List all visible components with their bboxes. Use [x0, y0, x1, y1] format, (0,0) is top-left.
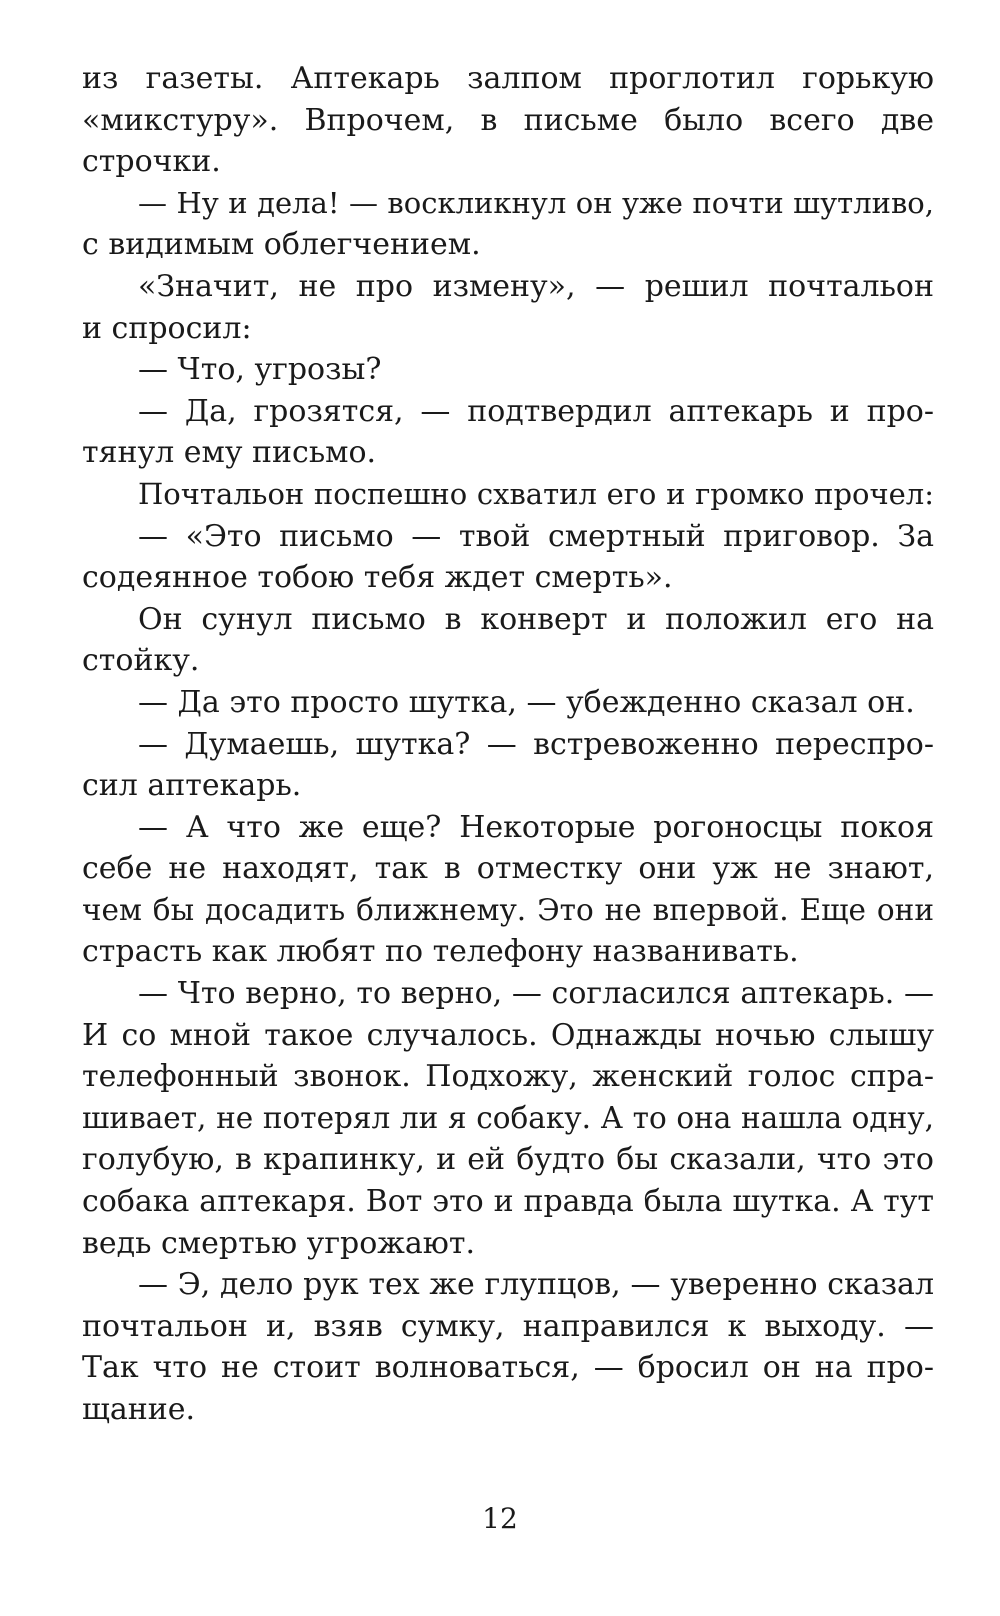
- page-number: 12: [482, 1502, 518, 1535]
- text-line: собака аптекаря. Вот это и правда была шутка. А тут: [82, 1184, 934, 1220]
- text-line: Так что не стоит волноваться, — бросил он на про-: [82, 1350, 934, 1386]
- text-line: — Да, грозятся, — подтвердил аптекарь и про-: [138, 393, 934, 429]
- text-line: голубую, в крапинку, и ей будто бы сказали, что это: [82, 1142, 934, 1178]
- text-line: Почтальон поспешно схватил его и громко прочел:: [138, 476, 934, 511]
- text-line: — «Это письмо — твой смертный приговор. За: [138, 518, 934, 554]
- text-line: стойку.: [82, 643, 200, 679]
- text-line: — Э, дело рук тех же глупцов, — уверенно сказал: [138, 1267, 934, 1303]
- text-line: телефонный звонок. Подхожу, женский голос спра-: [82, 1059, 934, 1095]
- text-line: — Ну и дела! — воскликнул он уже почти шутливо,: [138, 185, 934, 220]
- text-line: — А что же еще? Некоторые рогоносцы покоя: [138, 809, 934, 845]
- text-line: — Думаешь, шутка? — встревоженно переспро-: [138, 726, 934, 762]
- text-line: страсть как любят по телефону названивать.: [82, 934, 799, 970]
- text-line: сил аптекарь.: [82, 768, 302, 804]
- text-line: с видимым облегчением.: [82, 227, 481, 263]
- text-line: строчки.: [82, 144, 221, 180]
- text-line: ведь смертью угрожают.: [82, 1225, 476, 1261]
- text-line: — Да это просто шутка, — убежденно сказал он.: [138, 684, 915, 720]
- text-line: И со мной такое случалось. Однажды ночью слышу: [82, 1017, 934, 1053]
- text-line: почтальон и, взяв сумку, направился к выходу. —: [82, 1308, 934, 1344]
- text-line: себе не находят, так в отместку они уж не знают,: [82, 851, 934, 887]
- text-line: «микстуру». Впрочем, в письме было всего две: [82, 102, 934, 138]
- text-line: содеянное тобою тебя ждет смерть».: [82, 560, 673, 596]
- body-text: [82, 58, 934, 1431]
- text-line: тянул ему письмо.: [82, 435, 377, 471]
- text-line: «Значит, не про измену», — решил почтальон: [138, 268, 934, 304]
- text-line: чем бы досадить ближнему. Это не впервой. Еще они: [82, 892, 934, 927]
- text-line: — Что, угрозы?: [138, 352, 382, 388]
- text-line: из газеты. Аптекарь залпом проглотил горькую: [82, 61, 934, 96]
- text-line: и спросил:: [82, 310, 252, 346]
- text-line: шивает, не потерял ли я собаку. А то она нашла одну,: [82, 1100, 934, 1135]
- text-line: щание.: [82, 1392, 196, 1427]
- text-line: — Что верно, то верно, — согласился аптекарь. —: [138, 976, 934, 1012]
- text-line: Он сунул письмо в конверт и положил его на: [138, 601, 934, 637]
